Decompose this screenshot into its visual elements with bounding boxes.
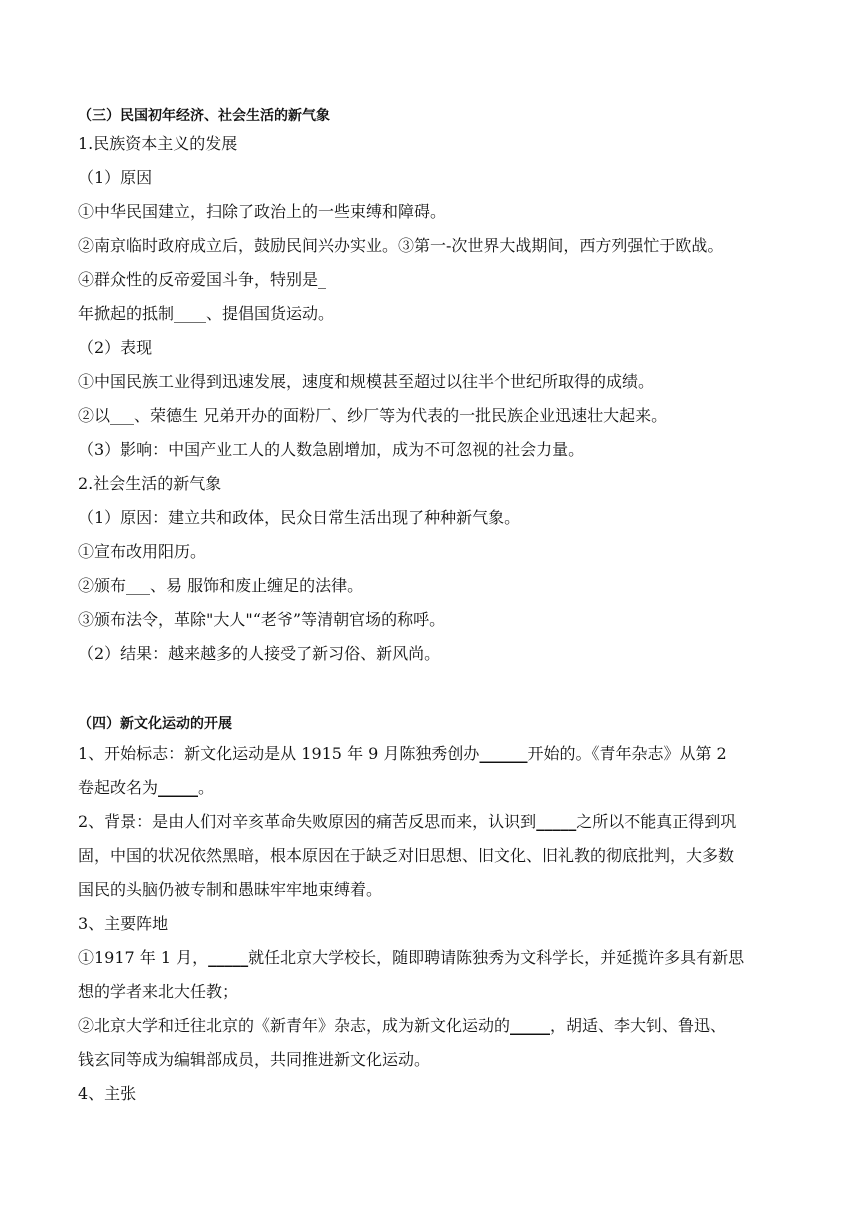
social-item-1: ①宣布改用阳历。 [78,542,207,561]
text-segment: 1、开始标志：新文化运动是从 1915 年 9 月陈独秀创办 [78,744,480,763]
main-base-item-2-line-2: 钱玄同等成为编辑部成员，共同推进新文化运动。 [78,1050,431,1069]
social-result-line: （2）结果：越来越多的人接受了新习俗、新风尚。 [78,644,441,663]
fill-blank: _____ [158,778,199,797]
background-line-2: 固，中国的状况依然黑暗，根本原因在于缺乏对旧思想、旧文化、旧礼教的彻底批判，大多数 [78,846,735,865]
text-segment: ②北京大学和迁往北京的《新青年》杂志，成为新文化运动的 [78,1016,511,1035]
text-segment: ①1917 年 1 月， [78,948,209,967]
subsection-1-title: 1.民族资本主义的发展 [78,134,238,153]
background-line-3: 国民的头脑仍被专制和愚昧牢牢地束缚着。 [78,880,383,899]
social-item-2: ②颁布___、易 服饰和废止缠足的法律。 [78,576,364,595]
manifestation-item-2: ②以___、荣德生 兄弟开办的面粉厂、纱厂等为代表的一批民族企业迅速壮大起来。 [78,406,668,425]
manifestation-heading: （2）表现 [78,338,153,357]
cause-item-4: ④群众性的反帝爱国斗争，特别是_ [78,270,327,289]
social-item-3: ③颁布法令，革除"大人"“老爷”等清朝官场的称呼。 [78,610,446,629]
main-base-item-2-line-1 [78,1016,726,1036]
text-segment: 。 [198,778,215,797]
fill-blank: _____ [536,812,577,831]
section-4-title: （四）新文化运动的开展 [78,716,232,732]
fill-blank: _____ [208,948,249,967]
section-3-title: （三）民国初年经济、社会生活的新气象 [78,108,330,124]
text-segment: 就任北京大学校长，随即聘请陈独秀为文科学长，并延揽许多具有新思 [248,948,745,967]
fill-blank: _____ [510,1016,551,1035]
background-line-1 [78,812,736,832]
text-segment: 之所以不能真正得到巩 [576,812,737,831]
manifestation-item-1: ①中国民族工业得到迅速发展，速度和规模甚至超过以往半个世纪所取得的成绩。 [78,372,655,391]
text-segment: ，胡适、李大钊、鲁迅、 [550,1016,727,1035]
text-segment: 卷起改名为 [78,778,159,797]
cause-heading: （1）原因 [78,168,153,187]
text-segment: 2、背景：是由人们对辛亥革命失败原因的痛苦反思而来，认识到 [78,812,537,831]
main-base-item-1-line-2: 想的学者来北大任教； [78,982,239,1001]
main-base-title: 3、主要阵地 [78,914,169,933]
fill-blank: ______ [479,744,528,763]
impact-line: （3）影响：中国产业工人的人数急剧增加，成为不可忽视的社会力量。 [78,440,585,459]
cause-item-4-continued: 年掀起的抵制____、提倡国货运动。 [78,304,335,323]
subsection-2-title: 2.社会生活的新气象 [78,474,222,493]
cause-item-2-3: ②南京临时政府成立后，鼓励民间兴办实业。③第一-次世界大战期间，西方列强忙于欧战。 [78,236,724,255]
cause-item-1: ①中华民国建立，扫除了政治上的一些束缚和障碍。 [78,202,447,221]
start-sign-line-2 [78,778,214,798]
main-base-item-1-line-1 [78,948,744,968]
text-segment: 开始的。《青年杂志》从第 2 [527,744,727,763]
propositions-title: 4、主张 [78,1084,137,1103]
start-sign-line-1 [78,744,727,764]
social-cause-line: （1）原因：建立共和政体，民众日常生活出现了种种新气象。 [78,508,521,527]
